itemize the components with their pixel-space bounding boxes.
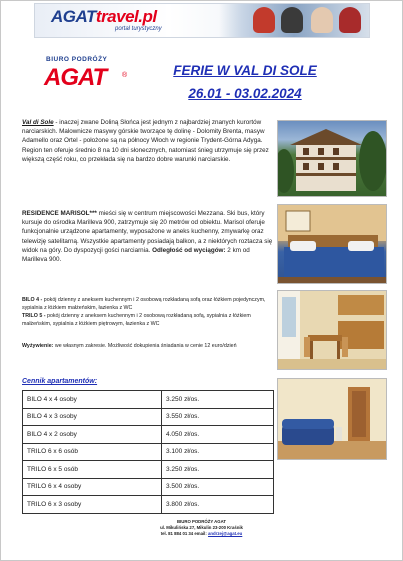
residence-paragraph <box>22 209 274 264</box>
apartment-interior-illustration <box>278 379 386 459</box>
apartment-price: 3.550 zł/os. <box>162 408 274 426</box>
intro-paragraph <box>22 118 272 164</box>
residence-name: RESIDENCE MARISOL*** <box>22 210 97 217</box>
apartment-price: 3.250 zł/os. <box>162 391 274 409</box>
bilo-text: pokój dzienny z aneksem kuchennym i 2 osobową rozkładaną sofą oraz łóżkiem pojedynczym, sypialnia z łóżkiem małżeńskim, łazienka z WC <box>22 297 266 311</box>
hotel-exterior-photo <box>277 120 387 197</box>
lifts-value: 2 km od Marilleva 900. <box>22 246 250 264</box>
bedroom-photo <box>277 204 387 284</box>
price-table <box>22 390 274 514</box>
bilo-description <box>22 296 274 312</box>
apartment-name: BILO 4 x 2 osoby <box>23 426 162 444</box>
apartment-name: TRILO 6 x 4 osoby <box>23 478 162 496</box>
table-row <box>23 496 274 514</box>
banner-photo <box>219 4 369 37</box>
banner-subtitle: portal turystyczny <box>115 26 162 32</box>
table-row <box>23 391 274 409</box>
apartment-name: TRILO 6 x 3 osoby <box>23 496 162 514</box>
apartment-price: 3.250 zł/os. <box>162 461 274 479</box>
apartment-price: 4.050 zł/os. <box>162 426 274 444</box>
offer-dates: 26.01 - 03.02.2024 <box>188 86 302 101</box>
skier-figure <box>281 7 303 33</box>
table-row <box>23 426 274 444</box>
apartment-name: BILO 4 x 3 osoby <box>23 408 162 426</box>
apartment-price: 3.500 zł/os. <box>162 478 274 496</box>
apartment-price: 3.100 zł/os. <box>162 443 274 461</box>
skier-figure <box>339 7 361 33</box>
apartment-types <box>22 296 274 328</box>
intro-text: - inaczej zwane Doliną Słońca jest jednym z najbardziej znanych kurortów narciarskich. Malownicze masywy górskie tworzące tę dolinę - Dolomity Brenta, masyw Adamello oraz Ortel - położone są na północy Włoch w regionie Trydent-Górna Adyga. Region ten oferuje średnio 8 na 10 dni słonecznych, natomiast śnieg utrzymuje się przez większą część roku, co przekłada się na bardzo dobre warunki narciarskie. <box>22 119 269 163</box>
footer-address: ul. Mikulińska 27, Mikulin 23-200 Kraśnik <box>160 525 243 530</box>
meals-label: Wyżywienie: <box>22 343 54 349</box>
offer-title: FERIE W VAL DI SOLE <box>173 63 317 78</box>
bedroom-illustration <box>278 205 386 283</box>
price-list-heading: Cennik apartamentów: <box>22 378 98 385</box>
bilo-label: BILO 4 - <box>22 297 43 303</box>
skier-figure <box>253 7 275 33</box>
logo-top-text: BIURO PODRÓŻY <box>46 56 108 63</box>
trilo-description <box>22 312 274 328</box>
apartment-interior-photo <box>277 378 387 460</box>
apartment-name: TRILO 6 x 6 osób <box>23 443 162 461</box>
logo-registered: ® <box>122 72 128 79</box>
header-banner <box>34 3 370 38</box>
banner-brand-a: AGAT <box>51 7 96 26</box>
footer-phone: tel. 81 884 01 34 email: <box>160 531 209 536</box>
table-row <box>23 408 274 426</box>
living-room-photo <box>277 290 387 370</box>
footer-company: BIURO PODRÓŻY AGAT <box>176 519 227 524</box>
agat-logo <box>40 56 140 96</box>
table-row <box>23 461 274 479</box>
apartment-name: BILO 4 x 4 osoby <box>23 391 162 409</box>
intro-lead: Val di Sole <box>22 119 54 126</box>
table-row <box>23 478 274 496</box>
apartment-name: TRILO 6 x 5 osób <box>23 461 162 479</box>
trilo-label: TRILO 5 - <box>22 313 46 319</box>
footer-contact <box>60 519 343 537</box>
apartment-price: 3.800 zł/os. <box>162 496 274 514</box>
trilo-text: pokój dzienny z aneksem kuchennym i 2 osobową rozkładaną sofą, sypialnia z łóżkiem małżeńskim, sypialnia z łóżkiem piętrowym, łazienka z WC <box>22 313 251 327</box>
meals-text: we własnym zakresie. Możliwość dokupienia śniadania w cenie 12 euro/dzień <box>53 343 237 349</box>
living-room-illustration <box>278 291 386 369</box>
banner-brand-b: travel.pl <box>95 7 157 26</box>
meals-info <box>22 342 274 350</box>
residence-text: mieści się w centrum miejscowości Mezzana. Ski bus, który kursuje do ośrodka Marilleva 900, zatrzymuje się 20 metrów od obiektu. Marisol oferuje funkcjonalnie urządzone apartamenty, wyposażone w aneks kuchenny, zmywarkę oraz telewizję satelitarną. Wszystkie apartamenty posiadają balkon, a z niektórych roztacza się widok na góry. Do dyspozycji gości narciarnia. <box>22 210 273 254</box>
hotel-exterior-illustration <box>278 121 386 196</box>
lifts-label: Odległość od wyciągów: <box>152 246 226 254</box>
logo-main-text: AGAT <box>44 64 107 91</box>
banner-logo <box>51 7 157 27</box>
footer-email-link[interactable]: andrzej@agat.eu <box>208 531 243 536</box>
table-row <box>23 443 274 461</box>
skier-figure <box>311 7 333 33</box>
footer-contact-line <box>60 531 343 537</box>
